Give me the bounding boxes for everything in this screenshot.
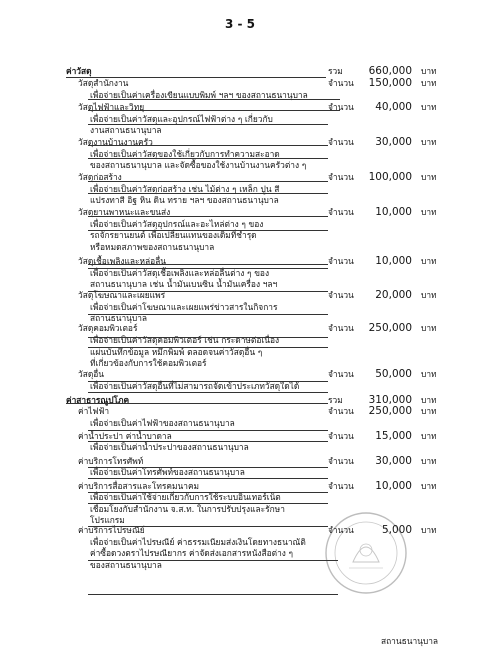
item-title: วัสดุก่อสร้าง — [78, 172, 122, 182]
footer-office-name: สถานธนานุบาล — [381, 636, 439, 646]
underline-rule — [88, 478, 328, 479]
budget-line-desc — [0, 242, 480, 254]
amount-unit: บาท — [421, 66, 437, 76]
underline-rule — [88, 181, 328, 182]
amount-tag: จำนวน — [328, 456, 354, 466]
line-description: ของสถานธนานุบาล — [90, 560, 162, 570]
line-description: โปรแกรม — [90, 515, 125, 525]
underline-rule — [88, 110, 340, 111]
amount-unit: บาท — [421, 456, 437, 466]
underline-rule — [88, 268, 328, 269]
amount-tag: รวม — [328, 395, 343, 405]
amount-unit: บาท — [421, 525, 437, 535]
line-description: เพื่อจ่ายเป็นค่าวัสดุอุปกรณ์และอะไหล่ต่าง ๆ ของ — [90, 219, 264, 229]
line-description: ค่าซื้อดวงตราไปรษณียากร ค่าจัดส่งเอกสารหนังสือต่าง ๆ — [90, 548, 294, 558]
budget-line-sub — [0, 323, 480, 335]
amount-unit: บาท — [421, 137, 437, 147]
item-title: ค่าไฟฟ้า — [78, 406, 110, 416]
line-description: งานสถานธนานุบาล — [90, 125, 162, 135]
line-description: ที่เกี่ยวข้องกับการใช้คอมพิวเตอร์ — [90, 358, 207, 368]
line-description: สถานธนานุบาล เช่น น้ำมันเบนซิน น้ำมันเครื่อง ฯลฯ — [90, 279, 278, 289]
underline-rule — [88, 230, 328, 231]
line-description: เพื่อจ่ายเป็นค่าวัสดุคอมพิวเตอร์ เช่น กระดาษต่อเนื่อง — [90, 335, 280, 345]
underline-rule — [88, 193, 328, 194]
page-number: 3 - 5 — [224, 17, 256, 31]
item-title: ค่าบริการไปรษณีย์ — [78, 525, 145, 535]
budget-line-sub — [0, 137, 480, 149]
underline-rule — [88, 264, 328, 265]
amount-value: 5,000 — [381, 524, 412, 536]
line-description: ของสถานธนานุบาล และจัดซื้อของใช้งานบ้านงานครัวต่าง ๆ — [90, 160, 307, 170]
item-title: ค่าบริการสื่อสารและโทรคมนาคม — [78, 481, 200, 491]
amount-unit: บาท — [421, 323, 437, 333]
underline-rule — [88, 291, 328, 292]
line-description: เพื่อจ่ายเป็นค่าวัสดุและอุปกรณ์ไฟฟ้าต่าง ๆ เกี่ยวกับ — [90, 114, 273, 124]
amount-unit: บาท — [421, 78, 437, 88]
category-title: ค่าสาธารณูปโภค — [66, 395, 130, 405]
item-title: วัสดุโฆษณาและเผยแพร่ — [78, 290, 166, 300]
budget-line-sub — [0, 102, 480, 114]
amount-value: 50,000 — [375, 368, 412, 380]
line-description: แปรงทาสี อิฐ หิน ดิน ทราย ฯลฯ ของสถานธนานุบาล — [90, 195, 279, 205]
line-description: สถานธนานุบาล — [90, 313, 148, 323]
amount-value: 20,000 — [375, 289, 412, 301]
item-title: วัสดุเชื้อเพลิงและหล่อลื่น — [78, 256, 167, 266]
amount-value: 30,000 — [375, 455, 412, 467]
budget-line-sub — [0, 78, 480, 90]
amount-tag: จำนวน — [328, 431, 354, 441]
line-description: เพื่อจ่ายเป็นค่าน้ำประปาของสถานธนานุบาล — [90, 442, 249, 452]
line-description: รถจักรยานยนต์ เพื่อเปลี่ยนแทนของเดิมที่ชำรุด — [90, 230, 257, 240]
amount-tag: จำนวน — [328, 207, 354, 217]
amount-value: 310,000 — [368, 394, 412, 406]
amount-tag: จำนวน — [328, 290, 354, 300]
category-rule — [66, 77, 326, 78]
amount-unit: บาท — [421, 102, 437, 112]
amount-tag: จำนวน — [328, 406, 354, 416]
amount-value: 15,000 — [375, 430, 412, 442]
amount-value: 100,000 — [368, 171, 412, 183]
amount-unit: บาท — [421, 406, 437, 416]
item-title: ค่าบริการโทรศัพท์ — [78, 456, 144, 466]
budget-line-desc — [0, 560, 480, 572]
budget-line-sub — [0, 406, 480, 418]
budget-line-desc — [0, 442, 480, 454]
underline-rule — [88, 492, 328, 493]
line-description: เพื่อจ่ายเป็นค่าวัสดุอื่นที่ไม่สามารถจัดเข้าประเภทวัสดุใดได้ — [90, 381, 300, 391]
underline-rule — [88, 158, 328, 159]
category-rule — [66, 403, 326, 404]
amount-unit: บาท — [421, 172, 437, 182]
amount-value: 10,000 — [375, 255, 412, 267]
amount-unit: บาท — [421, 369, 437, 379]
amount-tag: จำนวน — [328, 369, 354, 379]
item-title: วัสดุคอมพิวเตอร์ — [78, 323, 138, 333]
line-description: เพื่อจ่ายเป็นค่าวัสดุเชื้อเพลิงและหล่อลื่นต่าง ๆ ของ — [90, 268, 270, 278]
amount-value: 250,000 — [368, 405, 412, 417]
line-description: แผ่นบันทึกข้อมูล หมึกพิมพ์ ตลอดจนค่าวัสดุอื่น ๆ — [90, 347, 263, 357]
underline-rule — [88, 145, 328, 146]
underline-rule — [88, 560, 338, 561]
underline-rule — [88, 467, 328, 468]
amount-unit: บาท — [421, 481, 437, 491]
amount-value: 30,000 — [375, 136, 412, 148]
budget-line-desc — [0, 230, 480, 242]
amount-value: 40,000 — [375, 101, 412, 113]
underline-rule — [88, 503, 328, 504]
amount-tag: จำนวน — [328, 256, 354, 266]
budget-line-desc — [0, 548, 480, 560]
amount-tag: จำนวน — [328, 481, 354, 491]
underline-rule — [88, 124, 328, 125]
item-title: วัสดุสำนักงาน — [78, 78, 129, 88]
item-title: วัสดุงานบ้านงานครัว — [78, 137, 153, 147]
amount-unit: บาท — [421, 431, 437, 441]
amount-value: 150,000 — [368, 77, 412, 89]
amount-value: 250,000 — [368, 322, 412, 334]
amount-unit: บาท — [421, 256, 437, 266]
amount-tag: จำนวน — [328, 78, 354, 88]
amount-tag: จำนวน — [328, 323, 354, 333]
amount-tag: จำนวน — [328, 102, 354, 112]
line-description: เพื่อจ่ายเป็นค่าไปรษณีย์ ค่าธรรมเนียมส่งเงินโดยทางธนาณัติ — [90, 537, 306, 547]
amount-value: 10,000 — [375, 480, 412, 492]
line-description: หรือหมดสภาพของสถานธนานุบาล — [90, 242, 215, 252]
budget-line-desc — [0, 418, 480, 430]
line-description: เพื่อจ่ายเป็นค่าโฆษณาและเผยแพร่ข่าวสารในกิจการ — [90, 302, 278, 312]
budget-line-sub — [0, 369, 480, 381]
budget-line-sub — [0, 207, 480, 219]
line-description: เพื่อจ่ายเป็นค่าไฟฟ้าของสถานธนานุบาล — [90, 418, 235, 428]
category-title: ค่าวัสดุ — [66, 66, 92, 76]
underline-rule — [88, 347, 328, 348]
line-description: เพื่อจ่ายเป็นค่าโทรศัพท์ของสถานธนานุบาล — [90, 467, 245, 477]
line-description: เพื่อจ่ายเป็นค่าวัสดุของใช้เกี่ยวกับการทำความสะอาด — [90, 149, 280, 159]
item-title: วัสดุอื่น — [78, 369, 105, 379]
line-description: เชื่อมโยงกับสำนักงาน จ.ส.ท. ในการปรับปรุงและรักษา — [90, 504, 285, 514]
underline-rule — [88, 430, 328, 431]
amount-unit: บาท — [421, 395, 437, 405]
item-title: วัสดุยานพาหนะและขนส่ง — [78, 207, 171, 217]
underline-rule — [88, 441, 328, 442]
amount-tag: จำนวน — [328, 137, 354, 147]
underline-rule — [88, 216, 328, 217]
line-description: เพื่อจ่ายเป็นค่าเครื่องเขียนแบบพิมพ์ ฯลฯ ของสถานธนานุบาล — [90, 90, 308, 100]
underline-rule — [88, 594, 338, 595]
amount-unit: บาท — [421, 207, 437, 217]
item-title: ค่าน้ำประปา ค่าน้ำบาดาล — [78, 431, 172, 441]
underline-rule — [88, 314, 328, 315]
amount-tag: รวม — [328, 66, 343, 76]
budget-line-sub — [0, 172, 480, 184]
underline-rule — [88, 526, 328, 527]
amount-value: 660,000 — [368, 65, 412, 77]
underline-rule — [88, 381, 328, 382]
amount-tag: จำนวน — [328, 172, 354, 182]
underline-rule — [88, 337, 328, 338]
amount-unit: บาท — [421, 290, 437, 300]
line-description: เพื่อจ่ายเป็นค่าใช้จ่ายเกี่ยวกับการใช้ระบบอินเทอร์เน็ต — [90, 492, 281, 502]
line-description: เพื่อจ่ายเป็นค่าวัสดุก่อสร้าง เช่น ไม้ต่าง ๆ เหล็ก ปูน สี — [90, 184, 280, 194]
item-title: วัสดุไฟฟ้าและวิทยุ — [78, 102, 145, 112]
amount-value: 10,000 — [375, 206, 412, 218]
underline-rule — [88, 99, 340, 100]
underline-rule — [88, 392, 328, 393]
budget-line-sub — [0, 256, 480, 268]
amount-tag: จำนวน — [328, 525, 354, 535]
